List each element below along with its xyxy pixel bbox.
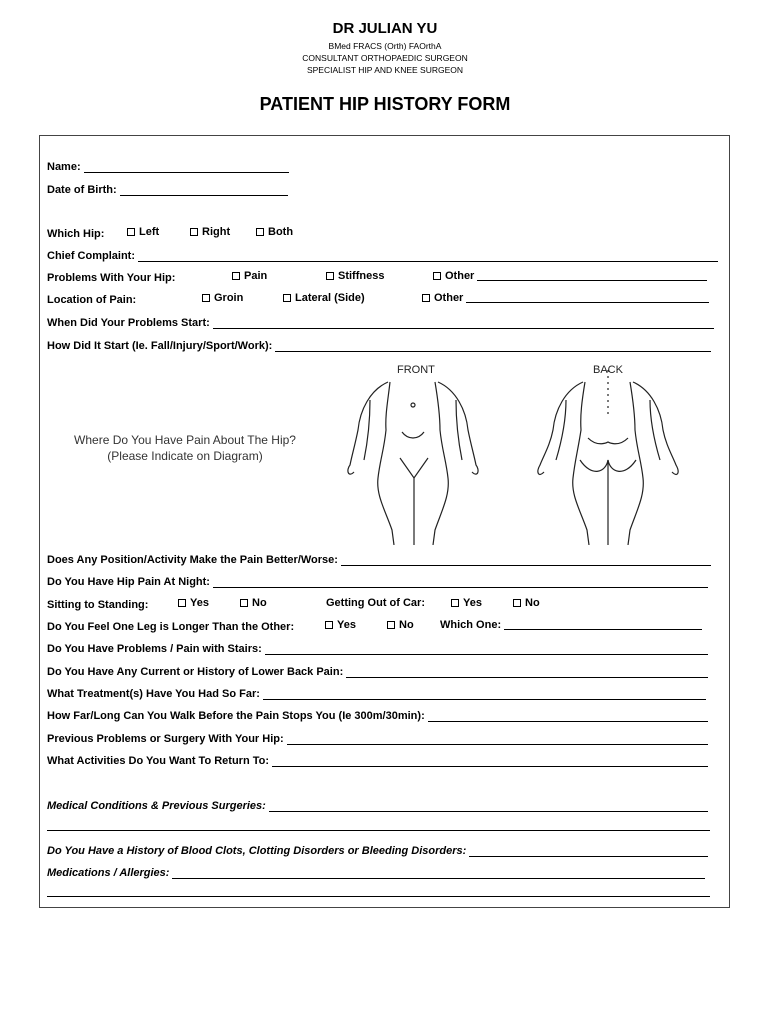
position-activity-input[interactable] [341,554,711,566]
sit-stand-row [47,595,720,611]
night-pain-label: Do You Have Hip Pain At Night: [47,576,210,588]
hip-both-option[interactable] [256,226,293,238]
which-one-label: Which One: [440,619,502,631]
checkbox-icon[interactable] [325,621,333,629]
checkbox-icon[interactable] [190,228,198,236]
dob-input[interactable] [120,184,288,196]
role-line-2: SPECIALIST HIP AND KNEE SURGEON [306,65,464,75]
checkbox-icon[interactable] [433,272,441,280]
location-row [47,290,720,306]
body-diagram[interactable] [330,360,715,545]
treatments-label: What Treatment(s) Have You Had So Far: [47,688,260,700]
blood-clots-label: Do You Have a History of Blood Clots, Clotting Disorders or Bleeding Disorders: [47,845,467,857]
location-other-input[interactable] [466,291,709,303]
sit-stand-yes-label: Yes [190,597,209,609]
sit-to-stand-label: Sitting to Standing: [47,599,149,611]
when-started-row [47,313,714,329]
dob-row [47,180,720,196]
checkbox-icon[interactable] [451,599,459,607]
leg-yes-label: Yes [337,619,356,631]
blood-clots-input[interactable] [469,845,708,857]
activities-input[interactable] [272,755,708,767]
checkbox-icon[interactable] [127,228,135,236]
body-front-outline-icon [348,382,478,545]
blood-clots-row [47,841,708,857]
problem-stiffness-label: Stiffness [338,270,385,282]
hip-left-option[interactable] [127,226,159,238]
walk-distance-label: How Far/Long Can You Walk Before the Pain Stops You (Ie 300m/30min): [47,710,425,722]
sit-stand-yes-option[interactable] [178,597,209,609]
lower-back-input[interactable] [346,666,708,678]
stairs-row [47,639,708,655]
treatments-input[interactable] [263,688,706,700]
medical-conditions-input[interactable] [269,800,708,812]
when-started-label: When Did Your Problems Start: [47,317,210,329]
previous-problems-label: Previous Problems or Surgery With Your Hip: [47,733,284,745]
name-label: Name: [47,161,81,173]
diagram-prompt-line-2: (Please Indicate on Diagram) [107,449,263,463]
previous-problems-input[interactable] [287,733,708,745]
car-yes-option[interactable] [451,597,482,609]
previous-problems-row [47,729,708,745]
stairs-label: Do You Have Problems / Pain with Stairs: [47,643,262,655]
location-other-label: Other [434,292,464,304]
diagram-prompt [60,432,310,464]
front-label: FRONT [397,364,435,376]
checkbox-icon[interactable] [240,599,248,607]
form-title: PATIENT HIP HISTORY FORM [259,94,511,114]
back-label: BACK [593,364,623,376]
checkbox-icon[interactable] [232,272,240,280]
activities-row [47,751,708,767]
checkbox-icon[interactable] [283,294,291,302]
hip-right-label: Right [202,226,231,238]
leg-longer-row [47,617,720,633]
problems-label: Problems With Your Hip: [47,272,176,284]
car-yes-label: Yes [463,597,482,609]
hip-right-option[interactable] [190,226,230,238]
position-activity-row [47,550,711,566]
sit-stand-no-label: No [252,597,267,609]
problems-row [47,268,720,284]
walk-distance-input[interactable] [428,710,708,722]
dob-label: Date of Birth: [47,184,117,196]
location-other-option[interactable] [422,291,709,304]
chief-complaint-input[interactable] [138,250,718,262]
walk-distance-row [47,706,708,722]
problem-stiffness-option[interactable] [326,270,384,282]
location-lateral-option[interactable] [283,292,365,304]
problem-pain-option[interactable] [232,270,267,282]
checkbox-icon[interactable] [513,599,521,607]
leg-no-label: No [399,619,414,631]
checkbox-icon[interactable] [256,228,264,236]
car-no-label: No [525,597,540,609]
checkbox-icon[interactable] [326,272,334,280]
medical-conditions-row [47,796,708,812]
chief-complaint-row [47,246,718,262]
medications-input[interactable] [172,867,705,879]
how-started-input[interactable] [275,340,711,352]
activities-label: What Activities Do You Want To Return To: [47,755,270,767]
doctor-name: DR JULIAN YU [332,20,438,37]
location-groin-label: Groin [214,292,244,304]
night-pain-input[interactable] [213,576,708,588]
location-label: Location of Pain: [47,294,137,306]
which-one-field [440,618,702,631]
leg-yes-option[interactable] [325,619,356,631]
medical-conditions-label: Medical Conditions & Previous Surgeries: [47,800,266,812]
treatments-row [47,684,706,700]
hip-left-label: Left [139,226,160,238]
location-lateral-label: Lateral (Side) [295,292,365,304]
how-started-row [47,336,711,352]
problem-other-option[interactable] [433,269,707,282]
body-back-outline-icon [538,370,678,545]
checkbox-icon[interactable] [387,621,395,629]
leg-no-option[interactable] [387,619,414,631]
car-no-option[interactable] [513,597,540,609]
leg-longer-label: Do You Feel One Leg is Longer Than the Other: [47,621,295,633]
medications-row [47,863,705,879]
checkbox-icon[interactable] [178,599,186,607]
medications-extra-line[interactable] [47,896,710,897]
medical-conditions-extra-line[interactable] [47,830,710,831]
role-line-1: CONSULTANT ORTHOPAEDIC SURGEON [302,53,468,63]
lower-back-label: Do You Have Any Current or History of Lower Back Pain: [47,666,344,678]
which-hip-label: Which Hip: [47,228,105,240]
hip-both-label: Both [268,226,294,238]
checkbox-icon[interactable] [202,294,210,302]
night-pain-row [47,572,708,588]
problem-pain-label: Pain [244,270,268,282]
stairs-input[interactable] [265,643,708,655]
sit-stand-no-option[interactable] [240,597,267,609]
location-groin-option[interactable] [202,292,243,304]
out-of-car-label: Getting Out of Car: [326,597,425,609]
diagram-prompt-line-1: Where Do You Have Pain About The Hip? [74,433,296,447]
checkbox-icon[interactable] [422,294,430,302]
problem-other-label: Other [445,270,475,282]
which-one-input[interactable] [504,618,702,630]
problem-other-input[interactable] [477,269,707,281]
name-input[interactable] [84,161,289,173]
which-hip-row [47,224,720,240]
qualifications: BMed FRACS (Orth) FAOrthA [328,41,442,51]
chief-complaint-label: Chief Complaint: [47,250,135,262]
position-activity-label: Does Any Position/Activity Make the Pain Better/Worse: [47,554,338,566]
when-started-input[interactable] [213,317,714,329]
lower-back-row [47,662,708,678]
medications-label: Medications / Allergies: [47,867,170,879]
name-row [47,157,720,173]
how-started-label: How Did It Start (Ie. Fall/Injury/Sport/Work): [47,340,273,352]
